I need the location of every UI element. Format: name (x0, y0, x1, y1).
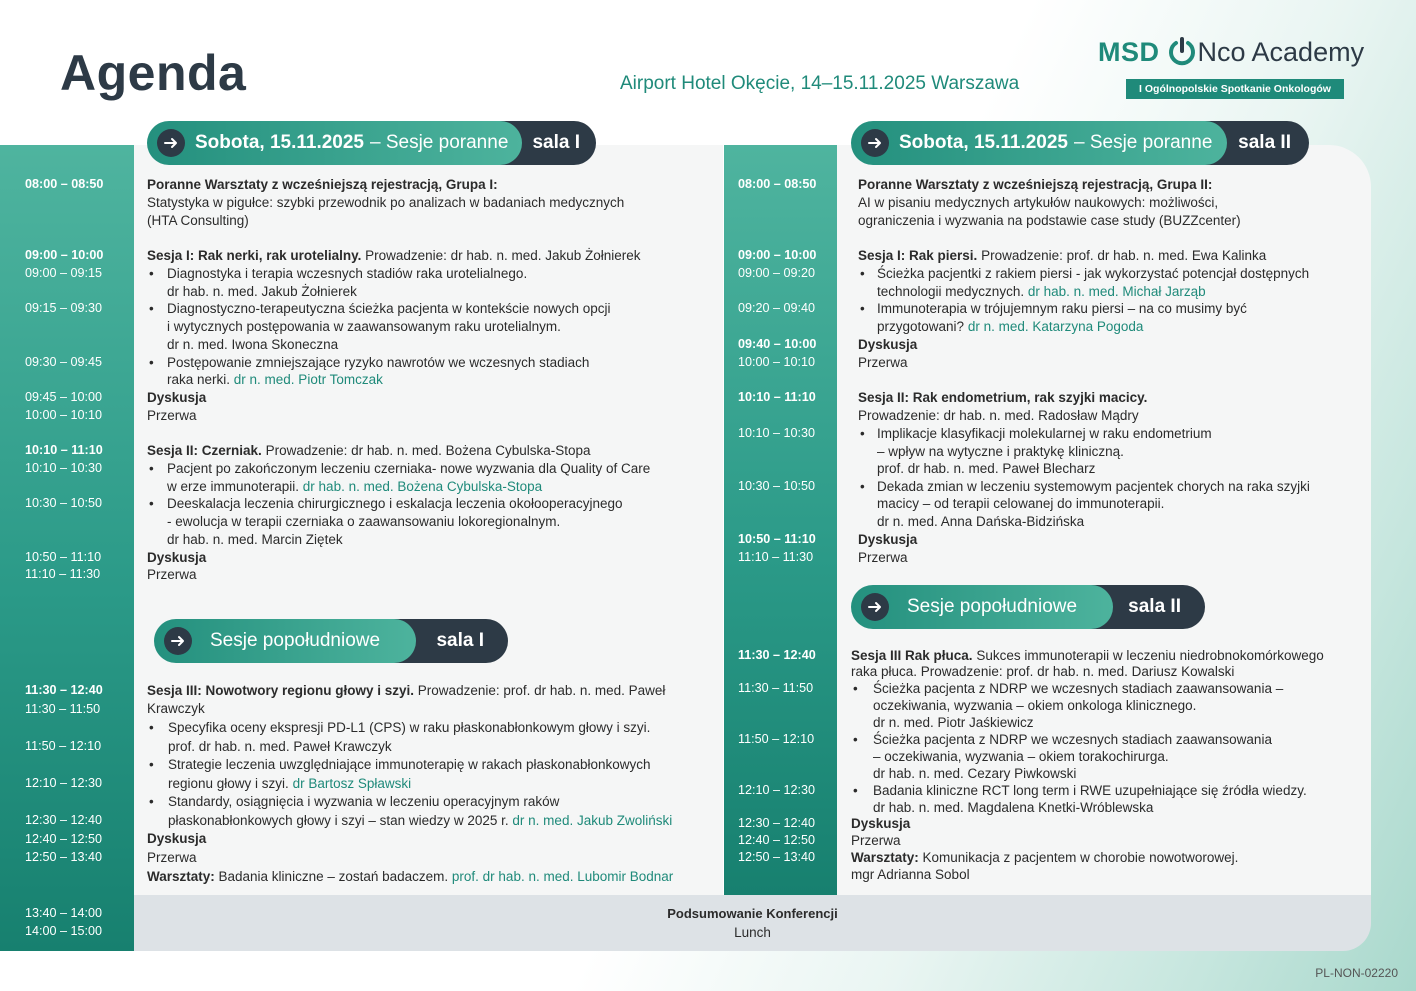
talk-title: Ścieżka pacjenta z NDRP we wczesnych stadiach zaawansowania (873, 732, 1272, 747)
time-slot: 12:50 – 13:40 (25, 850, 103, 864)
time-slot: 09:00 – 10:00 (25, 248, 104, 262)
break: Przerwa (147, 408, 197, 423)
talk-title: Specyfika oceny ekspresji PD-L1 (CPS) w raku płaskonabłonkowym głowy i szyi. (168, 720, 651, 735)
time-slot: 12:40 – 12:50 (738, 833, 816, 847)
arrow-right-icon (861, 129, 889, 157)
time-slot: 12:30 – 12:40 (738, 816, 816, 830)
time-slot: 09:00 – 09:15 (25, 266, 103, 280)
bullet-icon: • (149, 266, 154, 281)
time-slot: 10:00 – 10:10 (738, 355, 816, 369)
bullet-icon: • (149, 794, 154, 809)
speaker: dr hab. n. med. Magdalena Knetki-Wróblewska (873, 800, 1154, 815)
workshop-title: Poranne Warsztaty z wcześniejszą rejestracją, Grupa I: (147, 177, 498, 192)
talk-title: macicy – od terapii celowanej do immunoterapii. (877, 496, 1165, 511)
bullet-icon: • (853, 783, 858, 798)
time-slot: 12:10 – 12:30 (738, 783, 816, 797)
bullet-icon: • (860, 479, 865, 494)
time-slot: 10:10 – 11:10 (25, 443, 103, 457)
session-title: Sesja III: Nowotwory regionu głowy i szyi. Prowadzenie: prof. dr hab. n. med. Paweł (147, 683, 666, 698)
time-slot: 10:30 – 10:50 (738, 479, 816, 493)
time-slot: 10:00 – 10:10 (25, 408, 103, 422)
bullet-icon: • (149, 720, 154, 735)
session-chair: raka płuca. Prowadzenie: prof. dr hab. n. med. Dariusz Kowalski (851, 664, 1235, 679)
discussion: Dyskusja (851, 816, 911, 831)
banner-label: – Sesje poranne (1074, 132, 1213, 153)
workshop-afternoon: Warsztaty: Komunikacja z pacjentem w chorobie nowotworowej. (851, 850, 1239, 865)
column-divider (723, 145, 724, 895)
talk-title: przygotowani? dr n. med. Katarzyna Pogoda (877, 319, 1144, 334)
arrow-right-icon (861, 593, 889, 621)
talk-title: Standardy, osiągnięcia i wyzwania w leczeniu operacyjnym raków (168, 794, 560, 809)
time-slot: 09:15 – 09:30 (25, 301, 103, 315)
time-slot: 10:10 – 11:10 (738, 390, 816, 404)
break: Przerwa (147, 567, 197, 582)
speaker: mgr Adrianna Sobol (851, 867, 970, 882)
banner-room: sala I (498, 121, 596, 165)
workshop-afternoon: Warsztaty: Badania kliniczne – zostań badaczem. prof. dr hab. n. med. Lubomir Bodnar (147, 869, 674, 884)
session-title: Sesja II: Czerniak. Prowadzenie: dr hab. n. med. Bożena Cybulska-Stopa (147, 443, 591, 458)
banner-room: sala II (1089, 585, 1205, 629)
bullet-icon: • (149, 355, 154, 370)
break: Przerwa (851, 833, 901, 848)
time-slot: 11:30 – 11:50 (25, 702, 101, 716)
time-slot: 09:45 – 10:00 (25, 390, 103, 404)
discussion: Dyskusja (147, 390, 207, 405)
speaker: dr n. med. Iwona Skoneczna (167, 337, 339, 352)
time-slot: 11:10 – 11:30 (738, 550, 814, 564)
talk-title: Badania kliniczne RCT long term i RWE uzupełniające się źródła wiedzy. (873, 783, 1307, 798)
bullet-icon: • (149, 461, 154, 476)
banner-right-afternoon (851, 585, 1205, 629)
time-slot: 08:00 – 08:50 (25, 177, 104, 191)
time-slot: 09:20 – 09:40 (738, 301, 816, 315)
banner-label: Sesje popołudniowe (210, 630, 381, 651)
session-chair: Krawczyk (147, 701, 205, 716)
time-slot: 12:40 – 12:50 (25, 832, 103, 846)
time-slot: 11:50 – 12:10 (738, 732, 815, 746)
power-ring-icon (1167, 37, 1197, 67)
banner-room: sala II (1203, 121, 1309, 165)
break: Przerwa (858, 355, 908, 370)
time-slot: 10:10 – 10:30 (738, 426, 816, 440)
time-slot: 11:30 – 12:40 (738, 648, 816, 662)
time-slot: 09:40 – 10:00 (738, 337, 817, 351)
banner-label: Sesje popołudniowe (907, 596, 1078, 617)
banner-day: Sobota, 15.11.2025 (195, 132, 364, 153)
summary-title: Podsumowanie Konferencji (667, 906, 838, 921)
logo-msd: MSD (1098, 36, 1160, 67)
session-title: Sesja II: Rak endometrium, rak szyjki macicy. (858, 390, 1148, 405)
talk-title: Postępowanie zmniejszające ryzyko nawrotów we wczesnych stadiach (167, 355, 590, 370)
talk-title: Ścieżka pacjenta z NDRP we wczesnych stadiach zaawansowania – (873, 681, 1284, 696)
bullet-icon: • (149, 301, 154, 316)
banner-room: sala I (392, 619, 508, 663)
time-slot: 11:10 – 11:30 (25, 567, 101, 581)
bullet-icon: • (149, 757, 154, 772)
subtitle-badge: I Ogólnopolskie Spotkanie Onkologów (1126, 79, 1344, 99)
talk-title: oczekiwania, wyzwania – okiem onkologa klinicznego. (873, 698, 1197, 713)
session-title: Sesja III Rak płuca. Sukces immunoterapii w leczeniu niedrobnokomórkowego (851, 648, 1324, 663)
time-slot: 09:00 – 09:20 (738, 266, 816, 280)
talk-title: Diagnostyka i terapia wczesnych stadiów raka urotelialnego. (167, 266, 528, 281)
bullet-icon: • (860, 426, 865, 441)
speaker: prof. dr hab. n. med. Paweł Krawczyk (168, 739, 392, 754)
discussion: Dyskusja (147, 831, 207, 846)
bullet-icon: • (853, 681, 858, 696)
bullet-icon: • (860, 301, 865, 316)
time-slot: 12:10 – 12:30 (25, 776, 103, 790)
bullet-icon: • (853, 732, 858, 747)
time-slot: 13:40 – 14:00 (25, 906, 103, 920)
time-slot: 10:10 – 10:30 (25, 461, 103, 475)
break: Przerwa (858, 550, 908, 565)
logo-text: Nco Academy (1197, 36, 1365, 67)
talk-title: w erze immunoterapii. dr hab. n. med. Bożena Cybulska-Stopa (167, 479, 543, 494)
summary-band (134, 895, 1371, 951)
time-slot: 10:30 – 10:50 (25, 496, 103, 510)
talk-title: technologii medycznych. dr hab. n. med. Michał Jarząb (877, 284, 1206, 299)
speaker: dr hab. n. med. Marcin Ziętek (167, 532, 343, 547)
speaker: prof. dr hab. n. med. Paweł Blecharz (877, 461, 1096, 476)
speaker: dr hab. n. med. Jakub Żołnierek (167, 284, 357, 299)
time-slot: 09:30 – 09:45 (25, 355, 103, 369)
discussion: Dyskusja (858, 337, 918, 352)
talk-title: Diagnostyczno-terapeutyczna ścieżka pacjenta w kontekście nowych opcji (167, 301, 611, 316)
arrow-right-icon (157, 129, 185, 157)
time-slot: 10:50 – 11:10 (738, 532, 816, 546)
time-slot: 11:30 – 12:40 (25, 683, 103, 697)
banner-day: Sobota, 15.11.2025 (899, 132, 1068, 153)
talk-title: Dekada zmian w leczeniu systemowym pacjentek chorych na raka szyjki (877, 479, 1310, 494)
workshop-title: Poranne Warsztaty z wcześniejszą rejestracją, Grupa II: (858, 177, 1213, 192)
talk-title: – oczekiwania, wyzwania – okiem torakochirurga. (873, 749, 1169, 764)
talk-title: Strategie leczenia uwzględniające immunoterapię w rakach płaskonabłonkowych (168, 757, 651, 772)
banner-left-morning (147, 121, 596, 165)
workshop-desc: AI w pisaniu medycznych artykułów naukowych: możliwości, (858, 195, 1219, 210)
speaker: dr n. med. Piotr Jaśkiewicz (873, 715, 1034, 730)
time-slot: 09:00 – 10:00 (738, 248, 817, 262)
banner-left-afternoon (154, 619, 508, 663)
talk-title: raka nerki. dr n. med. Piotr Tomczak (167, 372, 383, 387)
banner-right-morning (851, 121, 1309, 165)
time-slot: 11:30 – 11:50 (738, 681, 814, 695)
talk-title: regionu głowy i szyi. dr Bartosz Spławski (168, 776, 412, 791)
time-slot: 08:00 – 08:50 (738, 177, 817, 191)
workshop-desc: ograniczenia i wyzwania na podstawie case study (BUZZcenter) (858, 213, 1241, 228)
talk-title: płaskonabłonkowych głowy i szyi – stan wiedzy w 2025 r. dr n. med. Jakub Zwoliński (168, 813, 673, 828)
discussion: Dyskusja (147, 550, 207, 565)
page-title: Agenda (60, 45, 247, 101)
time-slot: 14:00 – 15:00 (25, 924, 103, 938)
logo (1098, 30, 1364, 74)
session-title: Sesja I: Rak nerki, rak urotelialny. Prowadzenie: dr hab. n. med. Jakub Żołnierek (147, 248, 641, 263)
talk-title: - ewolucja w terapii czerniaka o zaawansowaniu lokoregionalnym. (167, 514, 561, 529)
talk-title: i wytycznych postępowania w zaawansowanym raku urotelialnym. (167, 319, 561, 334)
workshop-desc: (HTA Consulting) (147, 213, 249, 228)
discussion: Dyskusja (858, 532, 918, 547)
session-title: Sesja I: Rak piersi. Prowadzenie: prof. dr hab. n. med. Ewa Kalinka (858, 248, 1267, 263)
time-slot: 10:50 – 11:10 (25, 550, 102, 564)
document-code: PL-NON-02220 (1315, 966, 1398, 980)
arrow-right-icon (164, 627, 192, 655)
bullet-icon: • (860, 266, 865, 281)
talk-title: Deeskalacja leczenia chirurgicznego i eskalacja leczenia okołooperacyjnego (167, 496, 623, 511)
banner-label: – Sesje poranne (370, 132, 509, 153)
speaker: dr n. med. Anna Dańska-Bidzińska (877, 514, 1085, 529)
time-slot: 11:50 – 12:10 (25, 739, 102, 753)
time-slot: 12:50 – 13:40 (738, 850, 816, 864)
break: Przerwa (147, 850, 197, 865)
speaker: dr hab. n. med. Cezary Piwkowski (873, 766, 1077, 781)
lunch: Lunch (734, 925, 771, 940)
talk-title: Pacjent po zakończonym leczeniu czerniaka- nowe wyzwania dla Quality of Care (167, 461, 651, 476)
bullet-icon: • (149, 496, 154, 511)
talk-title: Immunoterapia w trójujemnym raku piersi – na co musimy być (877, 301, 1247, 316)
talk-title: – wpływ na wytyczne i praktykę kliniczną. (877, 444, 1124, 459)
time-slot: 12:30 – 12:40 (25, 813, 103, 827)
talk-title: Implikacje klasyfikacji molekularnej w raku endometrium (877, 426, 1212, 441)
session-chair: Prowadzenie: dr hab. n. med. Radosław Mądry (858, 408, 1139, 423)
workshop-desc: Statystyka w pigułce: szybki przewodnik po analizach w badaniach medycznych (147, 195, 625, 210)
venue-date: Airport Hotel Okęcie, 14–15.11.2025 Warszawa (620, 73, 1020, 94)
talk-title: Ścieżka pacjentki z rakiem piersi - jak wykorzystać potencjał dostępnych (877, 266, 1310, 281)
